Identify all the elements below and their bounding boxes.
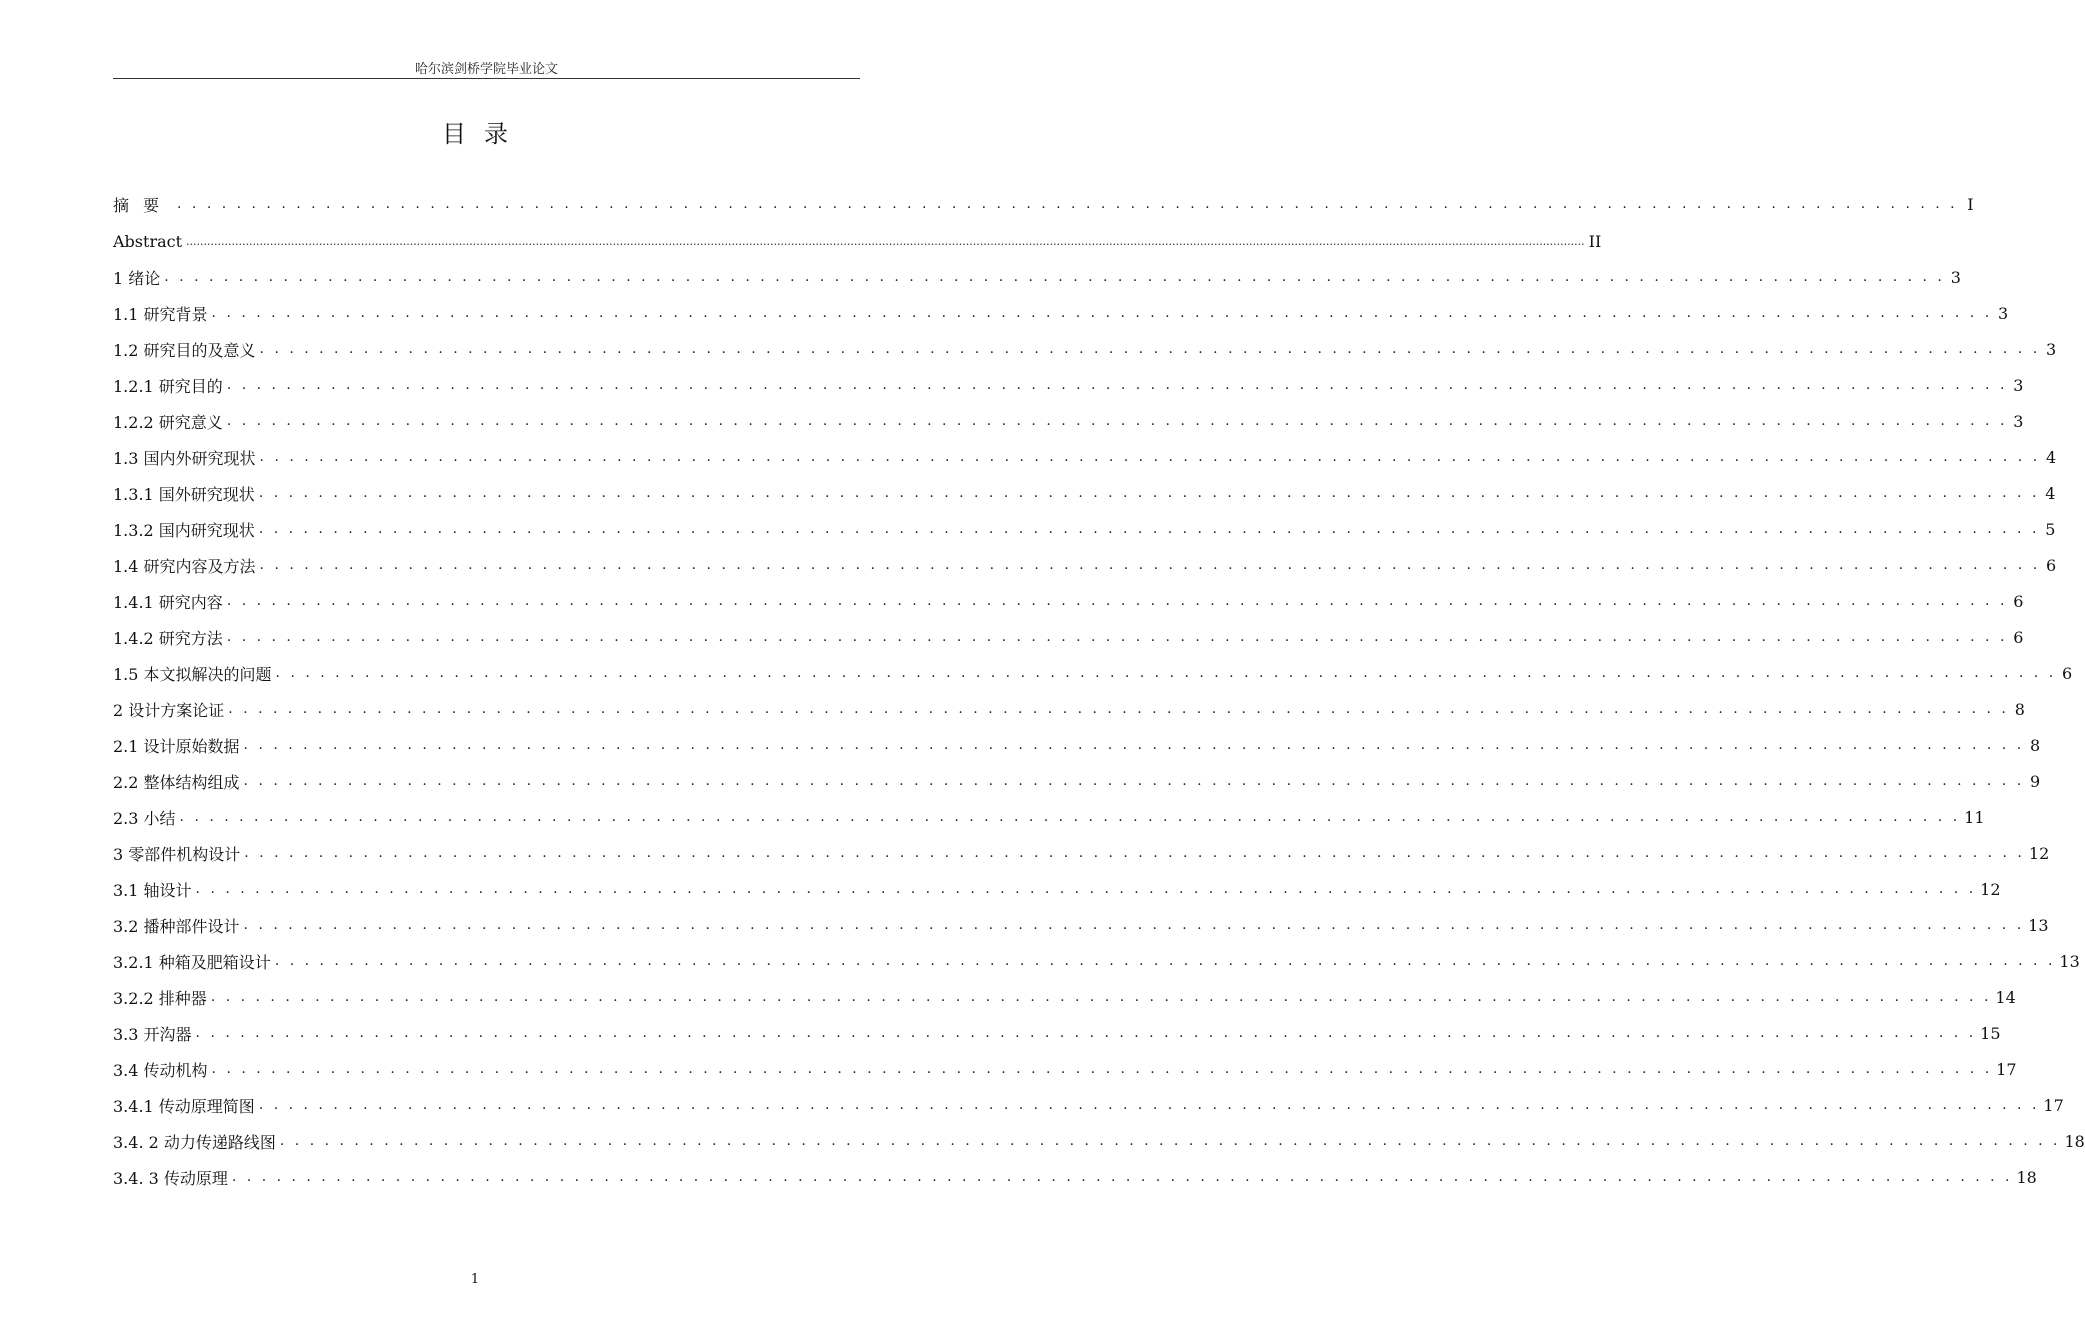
toc-entry[interactable] (113, 619, 2024, 655)
toc-entry-page: 17 (2043, 1095, 2064, 1115)
toc-dot-leader: . . . . . . . . . . . . . . . . . . . . . . . . . . . . . . . . . . . . . . . . . . . . . . . . . . . . . . . . . . . . . . . . . . . . . . . . . . . . . . . . . . . . . . . . . . . . . . . . . . . . . . . . . . . . . . . . . . . . . . . . (279, 1133, 2061, 1149)
toc-dot-leader: . . . . . . . . . . . . . . . . . . . . . . . . . . . . . . . . . . . . . . . . . . . . . . . . . . . . . . . . . . . . . . . . . . . . . . . . . . . . . . . . . . . . . . . . . . . . . . . . . . . . . . . . . . . . . . . . . . . . . . . . (231, 1169, 2013, 1185)
toc-entry[interactable] (113, 259, 1961, 295)
toc-entry[interactable] (113, 763, 2041, 799)
toc-entry-page: 6 (2061, 663, 2073, 683)
toc-entry[interactable] (113, 403, 2024, 439)
toc-entry[interactable] (113, 943, 2080, 979)
toc-dot-leader: . . . . . . . . . . . . . . . . . . . . . . . . . . . . . . . . . . . . . . . . . . . . . . . . . . . . . . . . . . . . . . . . . . . . . . . . . . . . . . . . . . . . . . . . . . . . . . . . . . . . . . . . . . . . . . . . . . . . . . . . (259, 341, 2041, 357)
toc-dot-leader: . . . . . . . . . . . . . . . . . . . . . . . . . . . . . . . . . . . . . . . . . . . . . . . . . . . . . . . . . . . . . . . . . . . . . . . . . . . . . . . . . . . . . . . . . . . . . . . . . . . . . . . . . . . . . . . . . . . . . . . . (228, 701, 2009, 717)
toc-dot-leader: . . . . . . . . . . . . . . . . . . . . . . . . . . . . . . . . . . . . . . . . . . . . . . . . . . . . . . . . . . . . . . . . . . . . . . . . . . . . . . . . . . . . . . . . . . . . . . . . . . . . . . . . . . . . . . . . . . . . . . . . (274, 953, 2056, 969)
toc-entry-page: 6 (2013, 591, 2024, 611)
toc-entry[interactable] (113, 655, 2073, 691)
toc-entry-label: 1.1 研究背景 (113, 304, 208, 324)
toc-entry[interactable] (113, 511, 2056, 547)
toc-entry-label: 1.4.2 研究方法 (113, 628, 223, 648)
toc-entry-page: 3 (1997, 303, 2009, 323)
toc-entry[interactable] (113, 871, 2001, 907)
toc-entry-label: 1.3 国内外研究现状 (113, 448, 256, 468)
toc-dot-leader: . . . . . . . . . . . . . . . . . . . . . . . . . . . . . . . . . . . . . . . . . . . . . . . . . . . . . . . . . . . . . . . . . . . . . . . . . . . . . . . . . . . . . . . . . . . . . . . . . . . . . . . . . . . . . . . . . . . . . . . . (195, 1025, 1977, 1041)
toc-entry-page: 4 (2045, 447, 2057, 467)
page-header-title: 哈尔滨剑桥学院毕业论文 (414, 62, 558, 77)
toc-dot-leader: ................................................................................................................................................................................................................................................................................................................................................................................................................ (186, 234, 1585, 248)
toc-entry-page: 18 (2016, 1167, 2037, 1187)
toc-entry-page: 15 (1980, 1023, 2001, 1043)
toc-entry[interactable] (113, 727, 2041, 763)
toc-entry-page: II (1588, 231, 1602, 251)
toc-entry[interactable] (113, 295, 2009, 331)
toc-entry[interactable] (113, 1087, 2064, 1123)
toc-entry-label: 3.2.1 种箱及肥箱设计 (113, 952, 271, 972)
toc-dot-leader: . . . . . . . . . . . . . . . . . . . . . . . . . . . . . . . . . . . . . . . . . . . . . . . . . . . . . . . . . . . . . . . . . . . . . . . . . . . . . . . . . . . . . . . . . . . . . . . . . . . . . . . . . . . . . . . . . . . . . . . . (226, 377, 2008, 393)
toc-dot-leader: . . . . . . . . . . . . . . . . . . . . . . . . . . . . . . . . . . . . . . . . . . . . . . . . . . . . . . . . . . . . . . . . . . . . . . . . . . . . . . . . . . . . . . . . . . . . . . . . . . . . . . . . . . . . . . . . . . . . . . . . (243, 773, 2025, 789)
toc-list (113, 185, 2085, 1195)
toc-entry[interactable] (113, 367, 2024, 403)
toc-entry-page: 12 (1980, 879, 2001, 899)
toc-dot-leader: . . . . . . . . . . . . . . . . . . . . . . . . . . . . . . . . . . . . . . . . . . . . . . . . . . . . . . . . . . . . . . . . . . . . . . . . . . . . . . . . . . . . . . . . . . . . . . . . . . . . . . . . . . . . . . . . . . . . . . . . (226, 629, 2008, 645)
toc-dot-leader: . . . . . . . . . . . . . . . . . . . . . . . . . . . . . . . . . . . . . . . . . . . . . . . . . . . . . . . . . . . . . . . . . . . . . . . . . . . . . . . . . . . . . . . . . . . . . . . . . . . . . . . . . . . . . . . . . . . . . . . . (211, 1061, 1993, 1077)
toc-dot-leader: . . . . . . . . . . . . . . . . . . . . . . . . . . . . . . . . . . . . . . . . . . . . . . . . . . . . . . . . . . . . . . . . . . . . . . . . . . . . . . . . . . . . . . . . . . . . . . . . . . . . . . . . . . . . . . . . . . . . . . . . (258, 1097, 2040, 1113)
toc-entry-page: 4 (2045, 483, 2056, 503)
toc-entry[interactable] (113, 185, 1974, 223)
toc-entry-label: 3 零部件机构设计 (113, 844, 241, 864)
toc-entry-page: 6 (2013, 627, 2024, 647)
toc-entry-page: 18 (2064, 1131, 2085, 1151)
toc-entry-label: 2.3 小结 (113, 808, 176, 828)
toc-entry-label: 3.4 传动机构 (113, 1060, 208, 1080)
toc-entry-label: 3.4. 2 动力传递路线图 (113, 1132, 276, 1152)
toc-entry-label: 摘要 (113, 195, 174, 215)
toc-entry-label: 2.2 整体结构组成 (113, 772, 240, 792)
toc-entry[interactable] (113, 799, 1985, 835)
toc-entry[interactable] (113, 1051, 2017, 1087)
toc-entry-page: 8 (2014, 699, 2025, 719)
toc-entry[interactable] (113, 691, 2025, 727)
toc-dot-leader: . . . . . . . . . . . . . . . . . . . . . . . . . . . . . . . . . . . . . . . . . . . . . . . . . . . . . . . . . . . . . . . . . . . . . . . . . . . . . . . . . . . . . . . . . . . . . . . . . . . . . . . . . . . . . . . . . . . . . . . . (177, 196, 1958, 212)
toc-dot-leader: . . . . . . . . . . . . . . . . . . . . . . . . . . . . . . . . . . . . . . . . . . . . . . . . . . . . . . . . . . . . . . . . . . . . . . . . . . . . . . . . . . . . . . . . . . . . . . . . . . . . . . . . . . . . . . . . . . . . . . . . (275, 665, 2057, 681)
toc-dot-leader: . . . . . . . . . . . . . . . . . . . . . . . . . . . . . . . . . . . . . . . . . . . . . . . . . . . . . . . . . . . . . . . . . . . . . . . . . . . . . . . . . . . . . . . . . . . . . . . . . . . . . . . . . . . . . . . . . . . . . . . . (243, 917, 2025, 933)
toc-dot-leader: . . . . . . . . . . . . . . . . . . . . . . . . . . . . . . . . . . . . . . . . . . . . . . . . . . . . . . . . . . . . . . . . . . . . . . . . . . . . . . . . . . . . . . . . . . . . . . . . . . . . . . . . . . . . . . . . . . . . . . . . (258, 485, 2040, 501)
toc-dot-leader: . . . . . . . . . . . . . . . . . . . . . . . . . . . . . . . . . . . . . . . . . . . . . . . . . . . . . . . . . . . . . . . . . . . . . . . . . . . . . . . . . . . . . . . . . . . . . . . . . . . . . . . . . . . . . . . . . . . . . . . . (226, 413, 2008, 429)
toc-entry-label: 2 设计方案论证 (113, 700, 225, 720)
toc-dot-leader: . . . . . . . . . . . . . . . . . . . . . . . . . . . . . . . . . . . . . . . . . . . . . . . . . . . . . . . . . . . . . . . . . . . . . . . . . . . . . . . . . . . . . . . . . . . . . . . . . . . . . . . . . . . . . . . . . . . . . . . . (244, 845, 2025, 861)
toc-entry[interactable] (113, 1159, 2037, 1195)
toc-entry-label: 1.3.1 国外研究现状 (113, 484, 255, 504)
toc-entry-label: 1.4 研究内容及方法 (113, 556, 256, 576)
toc-entry-page: 6 (2045, 555, 2057, 575)
toc-entry-page: 17 (1996, 1059, 2017, 1079)
toc-entry-page: 14 (1995, 987, 2016, 1007)
toc-entry-label: 3.1 轴设计 (113, 880, 192, 900)
toc-dot-leader: . . . . . . . . . . . . . . . . . . . . . . . . . . . . . . . . . . . . . . . . . . . . . . . . . . . . . . . . . . . . . . . . . . . . . . . . . . . . . . . . . . . . . . . . . . . . . . . . . . . . . . . . . . . . . . . . . . . . . . . . (226, 593, 2008, 609)
toc-entry[interactable] (113, 1015, 2001, 1051)
toc-dot-leader: . . . . . . . . . . . . . . . . . . . . . . . . . . . . . . . . . . . . . . . . . . . . . . . . . . . . . . . . . . . . . . . . . . . . . . . . . . . . . . . . . . . . . . . . . . . . . . . . . . . . . . . . . . . . . . . . . . . . . . . . (259, 449, 2041, 465)
toc-entry-page: 5 (2045, 519, 2056, 539)
toc-entry[interactable] (113, 907, 2049, 943)
toc-entry-page: 3 (2013, 411, 2024, 431)
toc-entry-page: 11 (1964, 807, 1985, 827)
toc-dot-leader: . . . . . . . . . . . . . . . . . . . . . . . . . . . . . . . . . . . . . . . . . . . . . . . . . . . . . . . . . . . . . . . . . . . . . . . . . . . . . . . . . . . . . . . . . . . . . . . . . . . . . . . . . . . . . . . . . . . . . . . . (195, 881, 1977, 897)
toc-entry-page: 13 (2028, 915, 2049, 935)
header-divider (113, 78, 860, 79)
toc-dot-leader: . . . . . . . . . . . . . . . . . . . . . . . . . . . . . . . . . . . . . . . . . . . . . . . . . . . . . . . . . . . . . . . . . . . . . . . . . . . . . . . . . . . . . . . . . . . . . . . . . . . . . . . . . . . . . . . . . . . . . . . . (179, 809, 1961, 825)
toc-entry-page: 12 (2028, 843, 2050, 863)
page-number: 1 (470, 1272, 480, 1287)
toc-entry-label: 1.5 本文拟解决的问题 (113, 664, 272, 684)
toc-entry-page: I (1967, 194, 1974, 214)
toc-entry-label: 3.2 播种部件设计 (113, 916, 240, 936)
toc-title: 目录 (442, 120, 526, 148)
toc-entry[interactable] (113, 475, 2056, 511)
toc-dot-leader: . . . . . . . . . . . . . . . . . . . . . . . . . . . . . . . . . . . . . . . . . . . . . . . . . . . . . . . . . . . . . . . . . . . . . . . . . . . . . . . . . . . . . . . . . . . . . . . . . . . . . . . . . . . . . . . . . . . . . . . . (164, 269, 1945, 285)
toc-entry-label: Abstract (113, 231, 183, 251)
toc-entry-label: 1 绪论 (113, 268, 161, 288)
toc-entry-label: 3.3 开沟器 (113, 1024, 192, 1044)
toc-entry-page: 9 (2029, 771, 2041, 791)
toc-dot-leader: . . . . . . . . . . . . . . . . . . . . . . . . . . . . . . . . . . . . . . . . . . . . . . . . . . . . . . . . . . . . . . . . . . . . . . . . . . . . . . . . . . . . . . . . . . . . . . . . . . . . . . . . . . . . . . . . . . . . . . . . (211, 305, 1993, 321)
toc-entry[interactable] (113, 439, 2057, 475)
toc-entry[interactable] (113, 331, 2057, 367)
toc-entry[interactable] (113, 1123, 2085, 1159)
toc-entry[interactable] (113, 583, 2024, 619)
toc-entry-label: 1.2 研究目的及意义 (113, 340, 256, 360)
toc-entry-page: 13 (2059, 951, 2080, 971)
toc-entry-label: 3.4. 3 传动原理 (113, 1168, 228, 1188)
toc-entry-label: 3.4.1 传动原理简图 (113, 1096, 255, 1116)
toc-dot-leader: . . . . . . . . . . . . . . . . . . . . . . . . . . . . . . . . . . . . . . . . . . . . . . . . . . . . . . . . . . . . . . . . . . . . . . . . . . . . . . . . . . . . . . . . . . . . . . . . . . . . . . . . . . . . . . . . . . . . . . . . (210, 989, 1992, 1005)
toc-dot-leader: . . . . . . . . . . . . . . . . . . . . . . . . . . . . . . . . . . . . . . . . . . . . . . . . . . . . . . . . . . . . . . . . . . . . . . . . . . . . . . . . . . . . . . . . . . . . . . . . . . . . . . . . . . . . . . . . . . . . . . . . (259, 557, 2041, 573)
toc-entry-label: 1.2.2 研究意义 (113, 412, 223, 432)
toc-entry[interactable] (113, 979, 2016, 1015)
toc-entry-page: 3 (1950, 267, 1961, 287)
toc-entry[interactable] (113, 547, 2057, 583)
toc-entry-label: 2.1 设计原始数据 (113, 736, 240, 756)
toc-entry-label: 3.2.2 排种器 (113, 988, 207, 1008)
toc-dot-leader: . . . . . . . . . . . . . . . . . . . . . . . . . . . . . . . . . . . . . . . . . . . . . . . . . . . . . . . . . . . . . . . . . . . . . . . . . . . . . . . . . . . . . . . . . . . . . . . . . . . . . . . . . . . . . . . . . . . . . . . . (243, 737, 2025, 753)
toc-entry[interactable] (113, 835, 2050, 871)
toc-entry[interactable] (113, 223, 1602, 259)
toc-entry-page: 8 (2029, 735, 2041, 755)
toc-entry-label: 1.2.1 研究目的 (113, 376, 223, 396)
toc-entry-label: 1.4.1 研究内容 (113, 592, 223, 612)
toc-entry-label: 1.3.2 国内研究现状 (113, 520, 255, 540)
toc-entry-page: 3 (2045, 339, 2057, 359)
toc-dot-leader: . . . . . . . . . . . . . . . . . . . . . . . . . . . . . . . . . . . . . . . . . . . . . . . . . . . . . . . . . . . . . . . . . . . . . . . . . . . . . . . . . . . . . . . . . . . . . . . . . . . . . . . . . . . . . . . . . . . . . . . . (258, 521, 2040, 537)
toc-entry-page: 3 (2013, 375, 2024, 395)
